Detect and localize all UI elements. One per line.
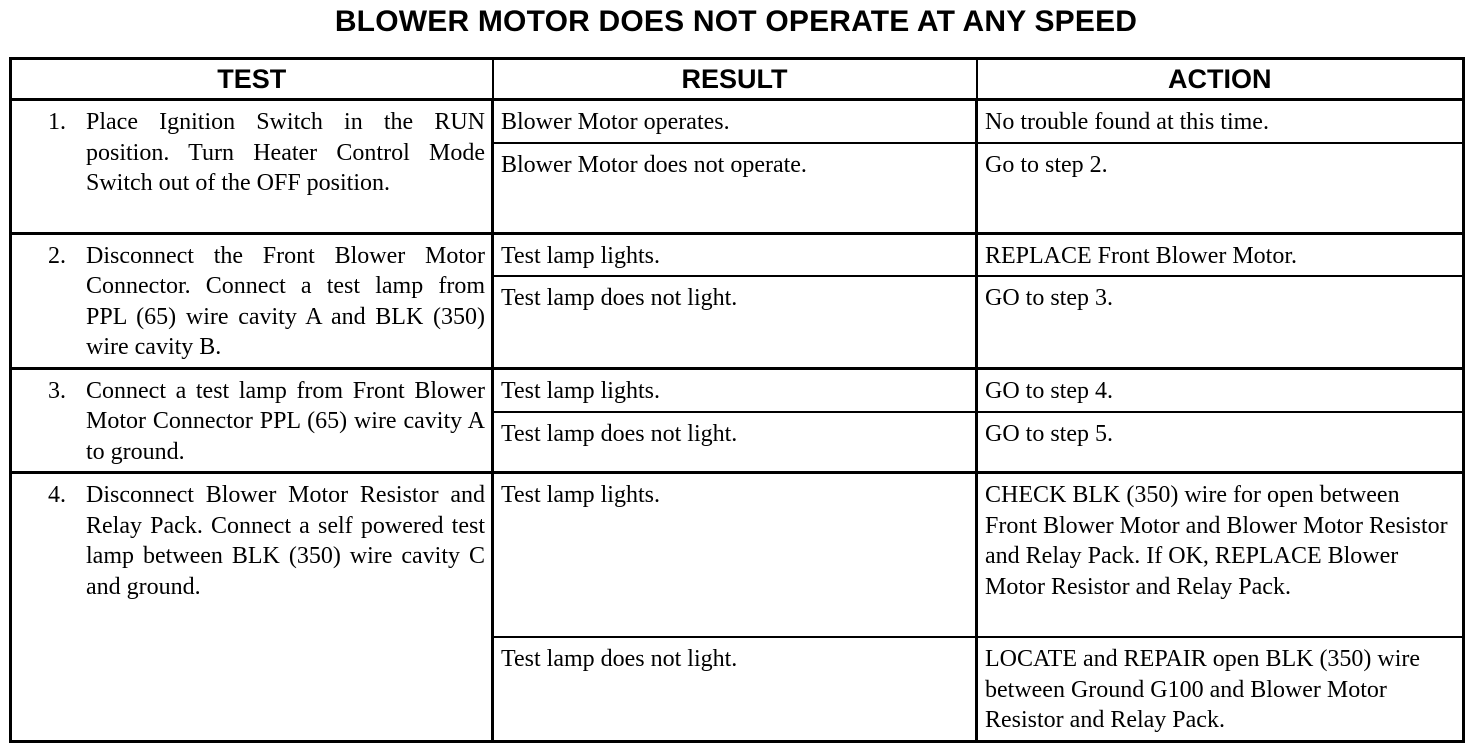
- header-test: TEST: [11, 59, 493, 100]
- table-row: [11, 100, 1464, 143]
- result-cell: Test lamp does not light.: [493, 412, 977, 472]
- diagnostic-table: [9, 57, 1465, 743]
- action-cell: LOCATE and REPAIR open BLK (350) wire between Ground G100 and Blower Motor Resistor and Relay Pack.: [977, 637, 1464, 741]
- action-cell: GO to step 4.: [977, 368, 1464, 412]
- test-cell: [11, 100, 493, 234]
- action-cell: GO to step 3.: [977, 276, 1464, 368]
- action-cell: No trouble found at this time.: [977, 100, 1464, 143]
- header-action: ACTION: [977, 59, 1464, 100]
- result-cell: Blower Motor does not operate.: [493, 143, 977, 234]
- test-cell: [11, 473, 493, 742]
- result-cell: Test lamp does not light.: [493, 637, 977, 741]
- action-cell: CHECK BLK (350) wire for open between Front Blower Motor and Blower Motor Resistor and Relay Pack. If OK, REPLACE Blower Motor Resistor and Relay Pack.: [977, 473, 1464, 638]
- header-result: RESULT: [493, 59, 977, 100]
- result-cell: Blower Motor operates.: [493, 100, 977, 143]
- header-row: [11, 59, 1464, 100]
- action-cell: REPLACE Front Blower Motor.: [977, 233, 1464, 276]
- test-text: Place Ignition Switch in the RUN position. Turn Heater Control Mode Switch out of the OFF position.: [86, 109, 485, 196]
- page-title: BLOWER MOTOR DOES NOT OPERATE AT ANY SPEED: [334, 5, 1138, 38]
- step-number: 3.: [48, 377, 66, 404]
- table-row: [11, 368, 1464, 412]
- result-cell: Test lamp lights.: [493, 233, 977, 276]
- test-text: Connect a test lamp from Front Blower Motor Connector PPL (65) wire cavity A to ground.: [86, 377, 485, 465]
- step-number: 2.: [48, 242, 66, 269]
- test-text: Disconnect Blower Motor Resistor and Relay Pack. Connect a self powered test lamp between BLK (350) wire cavity C and ground.: [86, 482, 485, 600]
- table-row: [11, 233, 1464, 276]
- action-cell: Go to step 2.: [977, 143, 1464, 234]
- test-cell: [11, 233, 493, 368]
- step-number: 4.: [48, 482, 66, 508]
- result-cell: Test lamp lights.: [493, 368, 977, 412]
- table-row: [11, 473, 1464, 638]
- result-cell: Test lamp does not light.: [493, 276, 977, 368]
- step-number: 1.: [48, 109, 66, 135]
- test-text: Disconnect the Front Blower Motor Connector. Connect a test lamp from PPL (65) wire cavity A and BLK (350) wire cavity B.: [86, 242, 485, 360]
- action-cell: GO to step 5.: [977, 412, 1464, 472]
- test-cell: [11, 368, 493, 473]
- result-cell: Test lamp lights.: [493, 473, 977, 638]
